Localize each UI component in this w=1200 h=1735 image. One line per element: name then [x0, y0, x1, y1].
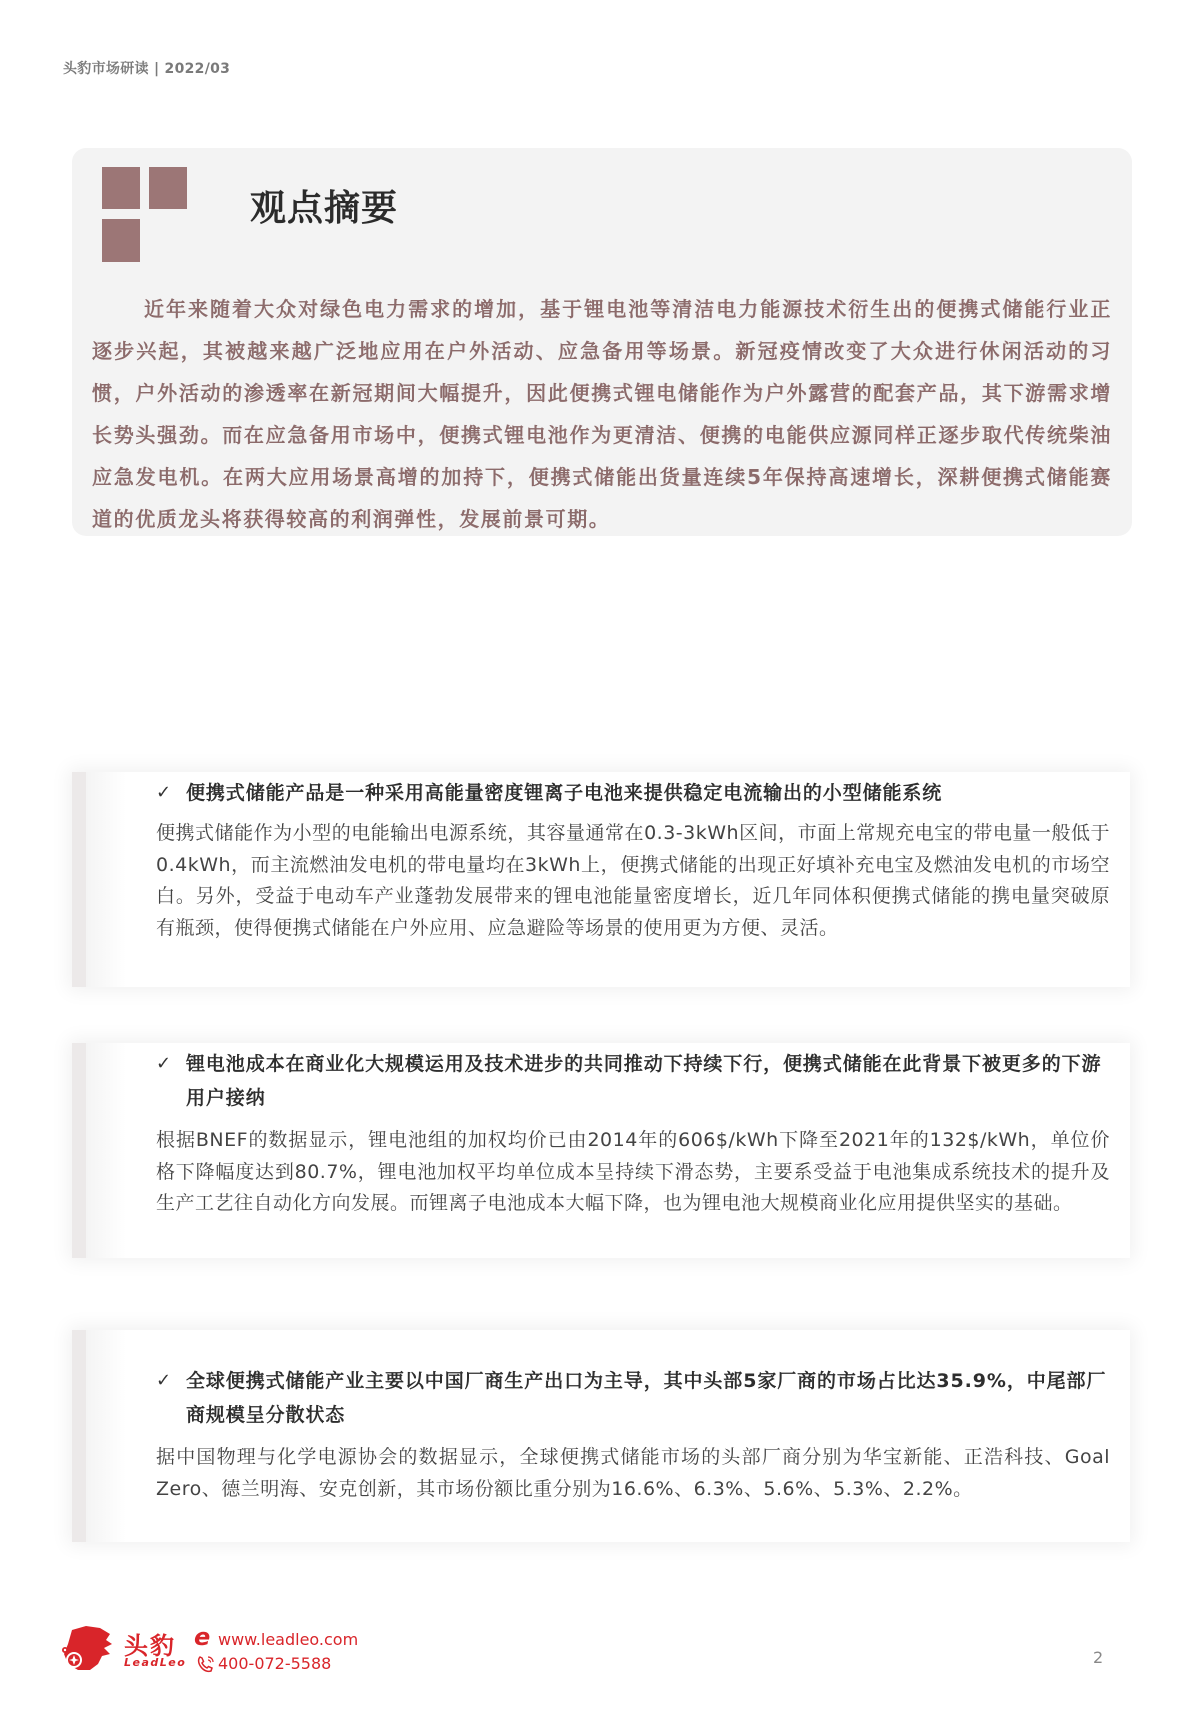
summary-box: [72, 148, 1132, 536]
card-heading-text: 便携式储能产品是一种采用高能量密度锂离子电池来提供稳定电流输出的小型储能系统: [186, 782, 943, 804]
phone-number[interactable]: 400-072-5588: [218, 1654, 332, 1673]
icon-square: [102, 219, 140, 262]
summary-text: 近年来随着大众对绿色电力需求的增加，基于锂电池等清洁电力能源技术衍生出的便携式储能行业正逐步兴起，其被越来越广泛地应用在户外活动、应急备用等场景。新冠疫情改变了大众进行休闲活动的习惯，户外活动的渗透率在新冠期间大幅提升，因此便携式锂电储能作为户外露营的配套产品，其下游需求增长势头强劲。而在应急备用市场中，便携式锂电池作为更清洁、便携的电能供应源同样正逐步取代传统柴油应急发电机。在两大应用场景高增的加持下，便携式储能出货量连续5年保持高速增长，深耕便携式储能赛道的优质龙头将获得较高的利润弹性，发展前景可期。: [92, 297, 1112, 531]
website-link[interactable]: www.leadleo.com: [218, 1630, 359, 1649]
checkmark-icon: ✓: [156, 1370, 172, 1391]
card-stripe-shadow: [86, 1043, 126, 1258]
card-stripe: [72, 1043, 86, 1258]
running-header: 头豹市场研读 | 2022/03: [63, 61, 231, 77]
web-e-icon: e: [194, 1623, 211, 1651]
card-heading-text: 锂电池成本在商业化大规模运用及技术进步的共同推动下持续下行，便携式储能在此背景下被更多的下游用户接纳: [186, 1053, 1102, 1109]
key-point-card: [72, 1330, 1130, 1542]
card-heading: [156, 776, 1110, 810]
page-number: 2: [1093, 1648, 1104, 1667]
card-body: 据中国物理与化学电源协会的数据显示，全球便携式储能市场的头部厂商分别为华宝新能、正浩科技、Goal Zero、德兰明海、安克创新，其市场份额比重分别为16.6%、6.3%、5.6%、5.3%、2.2%。: [156, 1446, 1110, 1500]
summary-title: 观点摘要: [250, 188, 399, 229]
three-squares-icon: [102, 167, 188, 263]
checkmark-icon: ✓: [156, 782, 172, 803]
icon-square: [149, 167, 187, 209]
phone-icon: [196, 1654, 216, 1674]
logo-english-text: LeadLeo: [124, 1656, 187, 1669]
footer-brand: [60, 1622, 360, 1682]
card-stripe: [72, 1330, 86, 1542]
card-body: 根据BNEF的数据显示，锂电池组的加权均价已由2014年的606$/kWh下降至2021年的132$/kWh，单位价格下降幅度达到80.7%，锂电池加权平均单位成本呈持续下滑态势，主要系受益于电池集成系统技术的提升及生产工艺往自动化方向发展。而锂离子电池成本大幅下降，也为锂电池大规模商业化应用提供坚实的基础。: [156, 1129, 1110, 1214]
key-point-card: [72, 1043, 1130, 1258]
key-point-card: [72, 772, 1130, 987]
icon-square: [102, 167, 140, 209]
card-body: 便携式储能作为小型的电能输出电源系统，其容量通常在0.3-3kWh区间，市面上常规充电宝的带电量一般低于0.4kWh，而主流燃油发电机的带电量均在3kWh上，便携式储能的出现正好填补充电宝及燃油发电机的市场空白。另外，受益于电动车产业蓬勃发展带来的锂电池能量密度增长，近几年同体积便携式储能的携电量突破原有瓶颈，使得便携式储能在户外应用、应急避险等场景的使用更为方便、灵活。: [156, 822, 1110, 939]
logo-chinese-text: 头豹: [124, 1632, 176, 1660]
card-heading: [156, 1047, 1110, 1115]
card-heading-text: 全球便携式储能产业主要以中国厂商生产出口为主导，其中头部5家厂商的市场占比达35.9%，中尾部厂商规模呈分散状态: [186, 1370, 1107, 1426]
card-heading: [156, 1364, 1110, 1432]
checkmark-icon: ✓: [156, 1053, 172, 1074]
card-stripe-shadow: [86, 1330, 126, 1542]
card-stripe: [72, 772, 86, 987]
card-stripe-shadow: [86, 772, 126, 987]
leopard-logo-icon: [60, 1624, 114, 1672]
